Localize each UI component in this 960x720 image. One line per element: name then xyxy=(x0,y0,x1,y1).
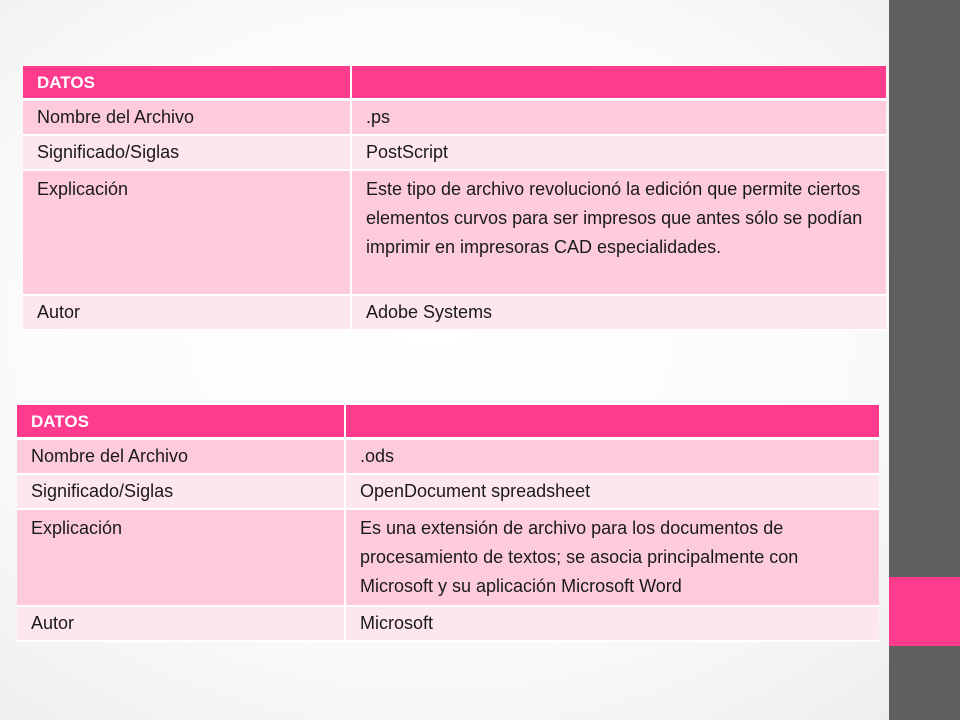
row-label: Explicación xyxy=(23,171,352,296)
row-value: Este tipo de archivo revolucionó la edición que permite ciertos elementos curvos para ser impresos que antes sólo se podían imprimir en impresoras CAD especialidades. xyxy=(352,171,886,296)
table-row xyxy=(17,475,879,510)
header-value xyxy=(352,66,886,101)
row-label: Nombre del Archivo xyxy=(23,101,352,136)
datos-table-ods xyxy=(17,405,879,642)
table-header-row xyxy=(17,405,879,440)
row-label: Nombre del Archivo xyxy=(17,440,346,475)
row-value: OpenDocument spreadsheet xyxy=(346,475,879,510)
row-label: Autor xyxy=(17,607,346,642)
table-header-row xyxy=(23,66,886,101)
row-value: .ods xyxy=(346,440,879,475)
row-value: .ps xyxy=(352,101,886,136)
table-row xyxy=(17,607,879,642)
slide-sidebar-accent xyxy=(889,577,960,646)
header-label: DATOS xyxy=(17,405,346,440)
table-row xyxy=(17,510,879,607)
header-value xyxy=(346,405,879,440)
table-row xyxy=(23,101,886,136)
row-value: Es una extensión de archivo para los documentos de procesamiento de textos; se asocia principalmente con Microsoft y su aplicación Microsoft Word xyxy=(346,510,879,607)
row-value: Adobe Systems xyxy=(352,296,886,331)
table-row xyxy=(23,296,886,331)
table-row xyxy=(23,136,886,171)
row-label: Explicación xyxy=(17,510,346,607)
table-row xyxy=(23,171,886,296)
table-row xyxy=(17,440,879,475)
header-label: DATOS xyxy=(23,66,352,101)
row-label: Significado/Siglas xyxy=(17,475,346,510)
row-label: Significado/Siglas xyxy=(23,136,352,171)
row-value: Microsoft xyxy=(346,607,879,642)
row-label: Autor xyxy=(23,296,352,331)
datos-table-ps xyxy=(23,66,886,331)
row-value: PostScript xyxy=(352,136,886,171)
